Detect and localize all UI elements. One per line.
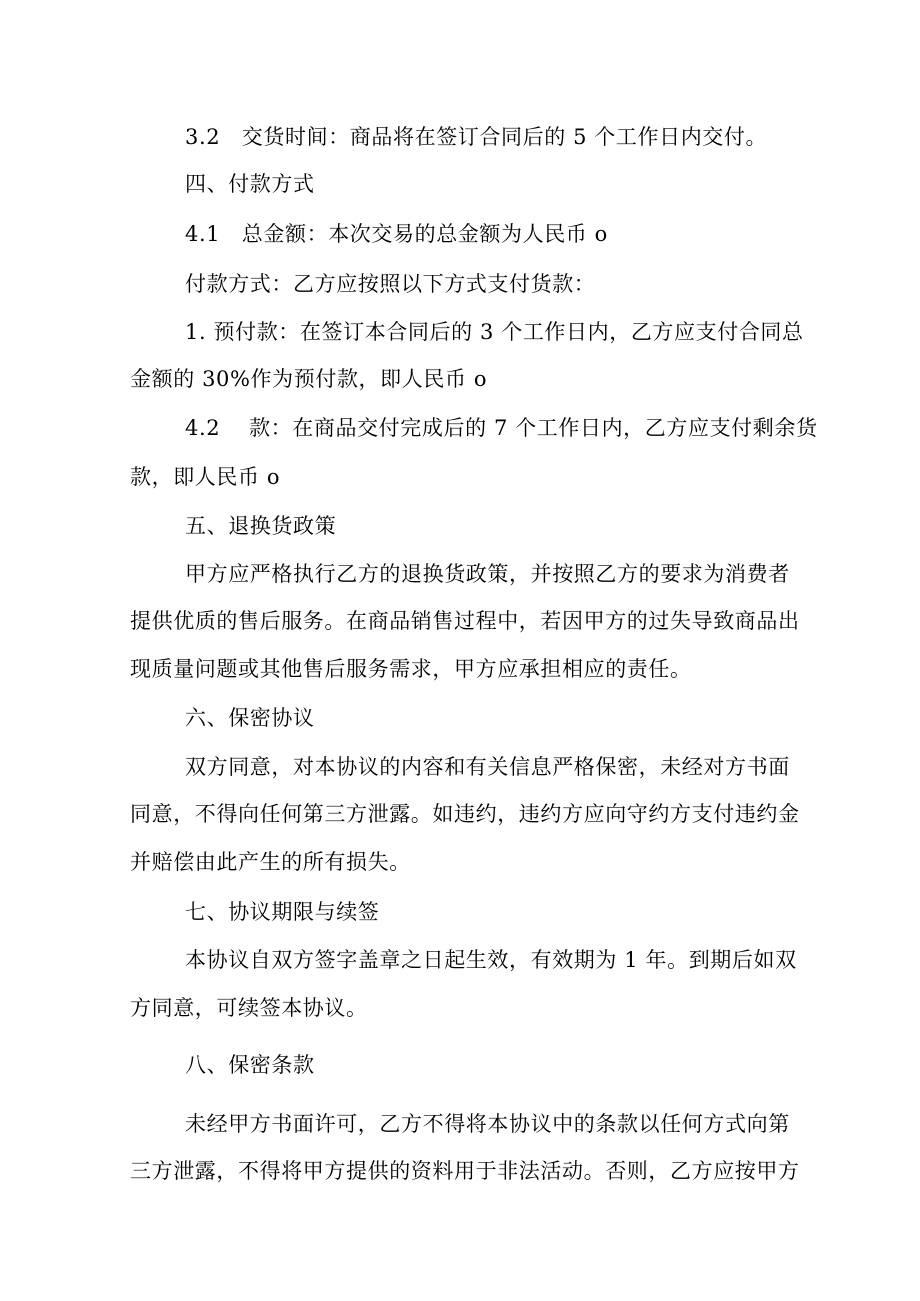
return-policy-line-3: 现质量问题或其他售后服务需求，甲方应承担相应的责任。 (130, 657, 692, 681)
return-policy-line-1: 甲方应严格执行乙方的退换货政策，并按照乙方的要求为消费者 (185, 562, 790, 586)
confidentiality-line-2: 同意，不得向任何第三方泄露。如违约，违约方应向守约方支付违约金 (130, 802, 800, 826)
confidentiality-line-3: 并赔偿由此产生的所有损失。 (130, 850, 411, 874)
section-heading-return-policy: 五、退换货政策 (185, 514, 337, 538)
clause-4-2-line-2: 款，即人民币 o (130, 465, 281, 489)
prepayment-line-1: 1. 预付款：在签订本合同后的 3 个工作日内，乙方应支付合同总 (185, 320, 804, 344)
confidentiality-clause-line-2: 三方泄露，不得将甲方提供的资料用于非法活动。否则，乙方应按甲方 (130, 1159, 800, 1183)
payment-method-intro: 付款方式：乙方应按照以下方式支付货款： (185, 272, 596, 296)
term-renewal-line-2: 方同意，可续签本协议。 (130, 996, 368, 1020)
clause-3-2-delivery-time: 3.2 交货时间：商品将在签订合同后的 5 个工作日内交付。 (185, 125, 768, 149)
return-policy-line-2: 提供优质的售后服务。在商品销售过程中，若因甲方的过失导致商品出 (130, 609, 800, 633)
term-renewal-line-1: 本协议自双方签字盖章之日起生效，有效期为 1 年。到期后如双 (185, 948, 797, 972)
confidentiality-line-1: 双方同意，对本协议的内容和有关信息严格保密，未经对方书面 (185, 755, 790, 779)
section-heading-confidentiality-clause: 八、保密条款 (185, 1053, 315, 1077)
confidentiality-clause-line-1: 未经甲方书面许可，乙方不得将本协议中的条款以任何方式向第 (185, 1112, 790, 1136)
section-heading-confidentiality-agreement: 六、保密协议 (185, 706, 315, 730)
clause-4-2-line-1: 4.2 款：在商品交付完成后的 7 个工作日内，乙方应支付剩余货 (185, 416, 818, 440)
prepayment-line-2: 金额的 30%作为预付款，即人民币 o (130, 367, 488, 391)
section-heading-term-renewal: 七、协议期限与续签 (185, 900, 380, 924)
section-heading-payment-method: 四、付款方式 (185, 172, 315, 196)
clause-4-1-total-amount: 4.1 总金额：本次交易的总金额为人民币 o (185, 222, 608, 246)
